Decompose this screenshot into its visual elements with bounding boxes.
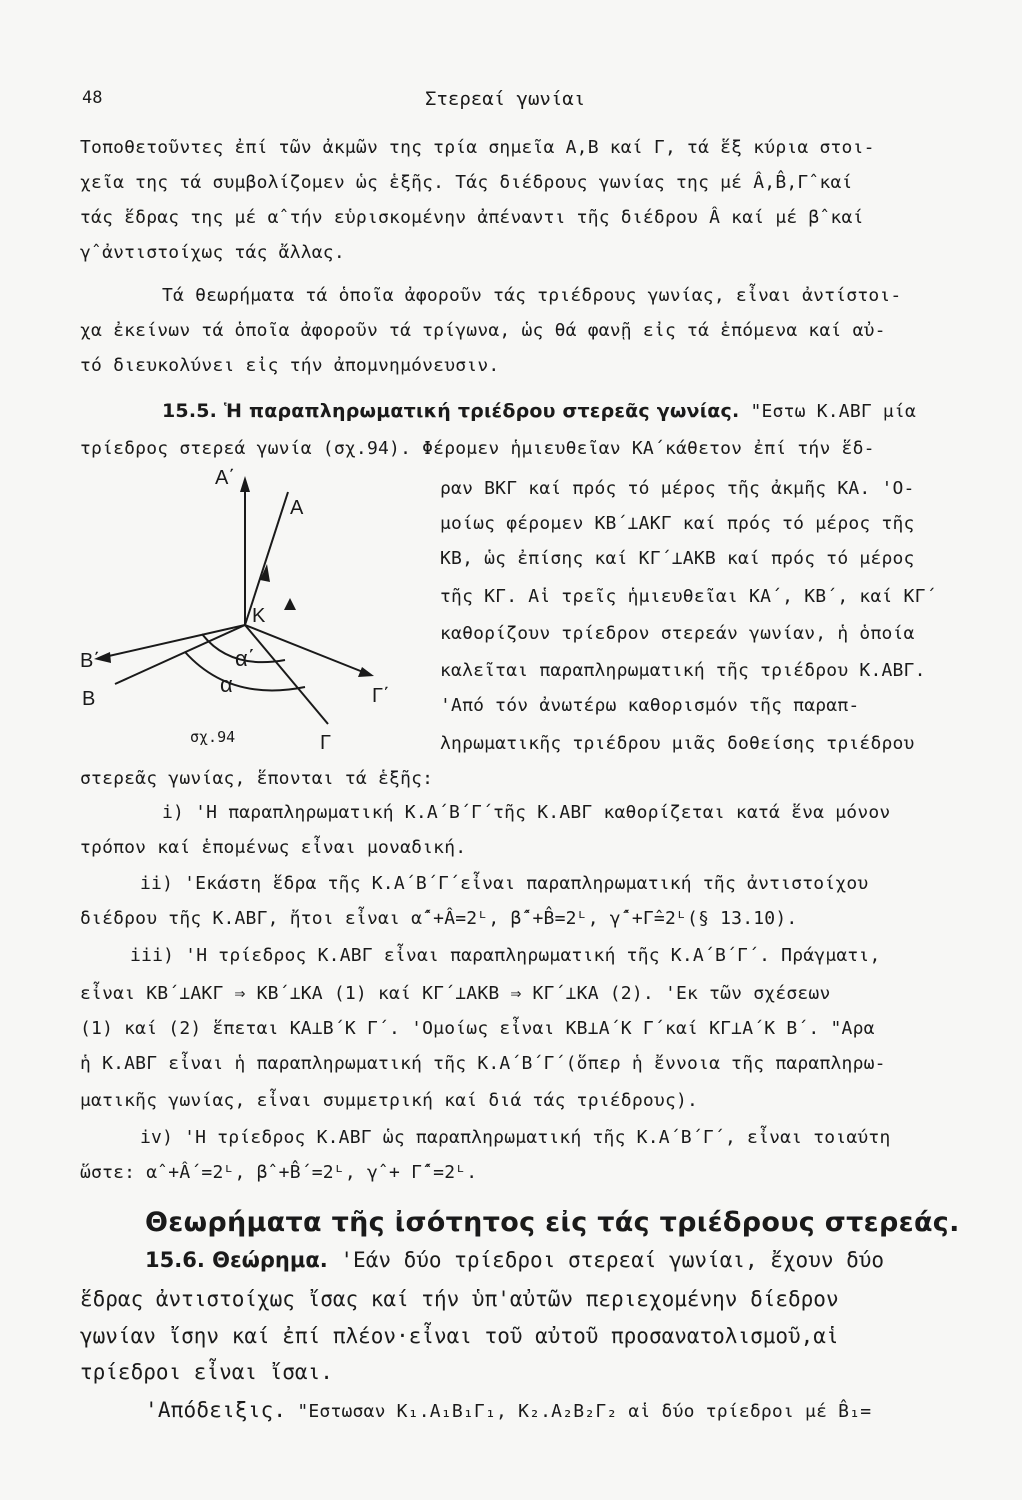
theorem-text-line: γωνίαν ἴσην καί ἐπί πλέον·εἶναι τοῦ αὐτοῦ προσανατολισμοῦ,αἱ [80,1324,839,1348]
item-iv-line: iv) 'Η τρίεδρος Κ.ΑΒΓ ὡς παραπληρωματική τῆς Κ.Α΄Β΄Γ΄, εἶναι τοιαύτη [140,1127,891,1148]
item-i-line: τρόπον καί ἑπομένως εἶναι μοναδική. [80,837,467,858]
section-15-5-title-line [162,400,916,422]
item-i-line: i) 'Η παραπληρωματική Κ.Α΄Β΄Γ΄τῆς Κ.ΑΒΓ καθορίζεται κατά ἕνα μόνον [162,802,891,823]
arrowhead-kg-mid [284,598,296,610]
text-line: ραν ΒΚΓ καί πρός τό μέρος τῆς ἀκμῆς ΚΑ. 'Ο- [440,478,915,499]
label-a: Α [290,497,304,519]
proof-line [145,1398,871,1422]
theorems-heading: Θεωρήματα τῆς ἰσότητος εἰς τάς τριέδρους στερεάς. [145,1207,960,1238]
arrowhead-g-prime [358,667,374,677]
theorem-15-6-title: 15.6. Θεώρημα. [145,1248,328,1272]
label-b-prime: Β΄ [80,650,100,672]
text-line: γ̂ ἀντιστοίχως τάς ἄλλας. [80,242,345,263]
item-iii-line: (1) καί (2) ἕπεται ΚΑ⊥Β΄Κ Γ΄. 'Ομοίως εἶναι ΚΒ⊥Α΄Κ Γ΄καί ΚΓ⊥Α΄Κ Β΄. "Αρα [80,1018,875,1039]
text-line: καθορίζουν τρίεδρον στερεάν γωνίαν, ἡ ὁποία [440,623,915,644]
text-line: Τοποθετοῦντες ἐπί τῶν ἀκμῶν της τρία σημεῖα Α,Β καί Γ, τά ἕξ κύρια στοι- [80,137,875,158]
text-line: τῆς ΚΓ. Αἱ τρεῖς ἡμιευθεῖαι ΚΑ΄, ΚΒ΄, καί ΚΓ΄ [440,586,937,607]
text-line: χεῖα της τά συμβολίζομεν ὡς ἑξῆς. Τάς διέδρους γωνίας της μέ Â,B̂,Γ̂ καί [80,172,853,193]
text-line: Τά θεωρήματα τά ὁποῖα ἀφοροῦν τάς τριέδρους γωνίας, εἶναι ἀντίστοι- [162,285,902,306]
arrowhead-a-prime [240,476,250,492]
theorem-15-6-line [145,1248,884,1272]
item-iii-line: iii) 'Η τρίεδρος Κ.ΑΒΓ εἶναι παραπληρωματική τῆς Κ.Α΄Β΄Γ΄. Πράγματι, [130,945,881,966]
label-a-prime: Α΄ [215,467,235,489]
text-line: τάς ἕδρας της μέ α̂ τήν εὑρισκομένην ἀπέναντι τῆς διέδρου Â καί μέ β̂ καί [80,207,864,228]
item-ii-line: ii) 'Εκάστη ἕδρα τῆς Κ.Α΄Β΄Γ΄εἶναι παραπληρωματική τῆς ἀντιστοίχου [140,873,869,894]
text-line: τρίεδρος στερεά γωνία (σχ.94). Φέρομεν ἡμιευθεῖαν ΚΑ΄κάθετον ἐπί τήν ἕδ- [80,438,875,459]
text-line: μοίως φέρομεν ΚΒ΄⊥ΑΚΓ καί πρός τό μέρος τῆς [440,513,915,534]
label-k: Κ [252,605,266,627]
ray-kg-prime [245,625,368,674]
page-number: 48 [82,88,103,108]
item-iii-line: ματικῆς γωνίας, εἶναι συμμετρική καί διά τάς τριέδρους). [80,1090,699,1111]
item-iii-line: εἶναι ΚΒ΄⊥ΑΚΓ ⇒ ΚΒ΄⊥ΚΑ (1) καί ΚΓ΄⊥ΑΚΒ ⇒ ΚΓ΄⊥ΚΑ (2). 'Εκ τῶν σχέσεων [80,983,831,1004]
item-iii-line: ἡ Κ.ΑΒΓ εἶναι ἡ παραπληρωματική τῆς Κ.Α΄Β΄Γ΄(ὅπερ ἡ ἔννοια τῆς παραπληρω- [80,1053,886,1074]
label-g: Γ [320,732,332,754]
text-line: ΚΒ, ὡς ἐπίσης καί ΚΓ΄⊥ΑΚΒ καί πρός τό μέρος [440,548,915,569]
ray-kg [245,625,328,724]
proof-label: 'Απόδειξις. [145,1398,287,1422]
text-line: 'Από τόν ἀνωτέρω καθορισμόν τῆς παραπ- [440,695,860,716]
section-15-5-title-tail: "Εστω Κ.ΑΒΓ μία [750,401,917,422]
text-line: στερεᾶς γωνίας, ἕπονται τά ἑξῆς: [80,768,434,789]
label-alpha: α [220,672,233,697]
section-15-5-title: 15.5. Ἡ παραπληρωματική τριέδρου στερεᾶς γωνίας. [162,400,740,422]
text-line: τό διευκολύνει εἰς τήν ἀπομνημόνευσιν. [80,355,500,376]
text-line: ληρωματικῆς τριέδρου μιᾶς δοθείσης τριέδρου [440,733,915,754]
running-title: Στερεαί γωνίαι [425,88,586,110]
figure-caption: σχ.94 [190,728,236,746]
text-line: καλεῖται παραπληρωματική τῆς τριέδρου Κ.ΑΒΓ. [440,660,926,681]
item-ii-line: διέδρου τῆς Κ.ΑΒΓ, ἤτοι εἶναι α̂΄+Â=2ᴸ, β̂΄+B̂=2ᴸ, γ̂΄+Γ̂=2ᴸ(§ 13.10). [80,908,798,929]
theorem-text: 'Εάν δύο τρίεδροι στερεαί γωνίαι, ἔχουν δύο [340,1248,885,1272]
item-iv-line: ὥστε: α̂ +Â΄=2ᴸ, β̂ +B̂΄=2ᴸ, γ̂ + Γ̂΄=2ᴸ. [80,1162,478,1183]
theorem-text-line: ἕδρας ἀντιστοίχως ἴσας καί τήν ὑπ'αὐτῶν περιεχομένην δίεδρον [80,1287,839,1311]
label-alpha-prime: α΄ [235,646,256,671]
label-g-prime: Γ΄ [372,685,390,707]
theorem-text-line: τρίεδροι εἶναι ἴσαι. [80,1360,333,1384]
label-b: Β [82,688,96,710]
text-line: χα ἐκείνων τά ὁποῖα ἀφοροῦν τά τρίγωνα, ὡς θά φανῇ εἰς τά ἑπόμενα καί αὐ- [80,320,886,341]
proof-text: "Εστωσαν Κ₁.Α₁Β₁Γ₁, Κ₂.Α₂Β₂Γ₂ αἱ δύο τρίεδροι μέ B̂₁= [297,1401,872,1422]
